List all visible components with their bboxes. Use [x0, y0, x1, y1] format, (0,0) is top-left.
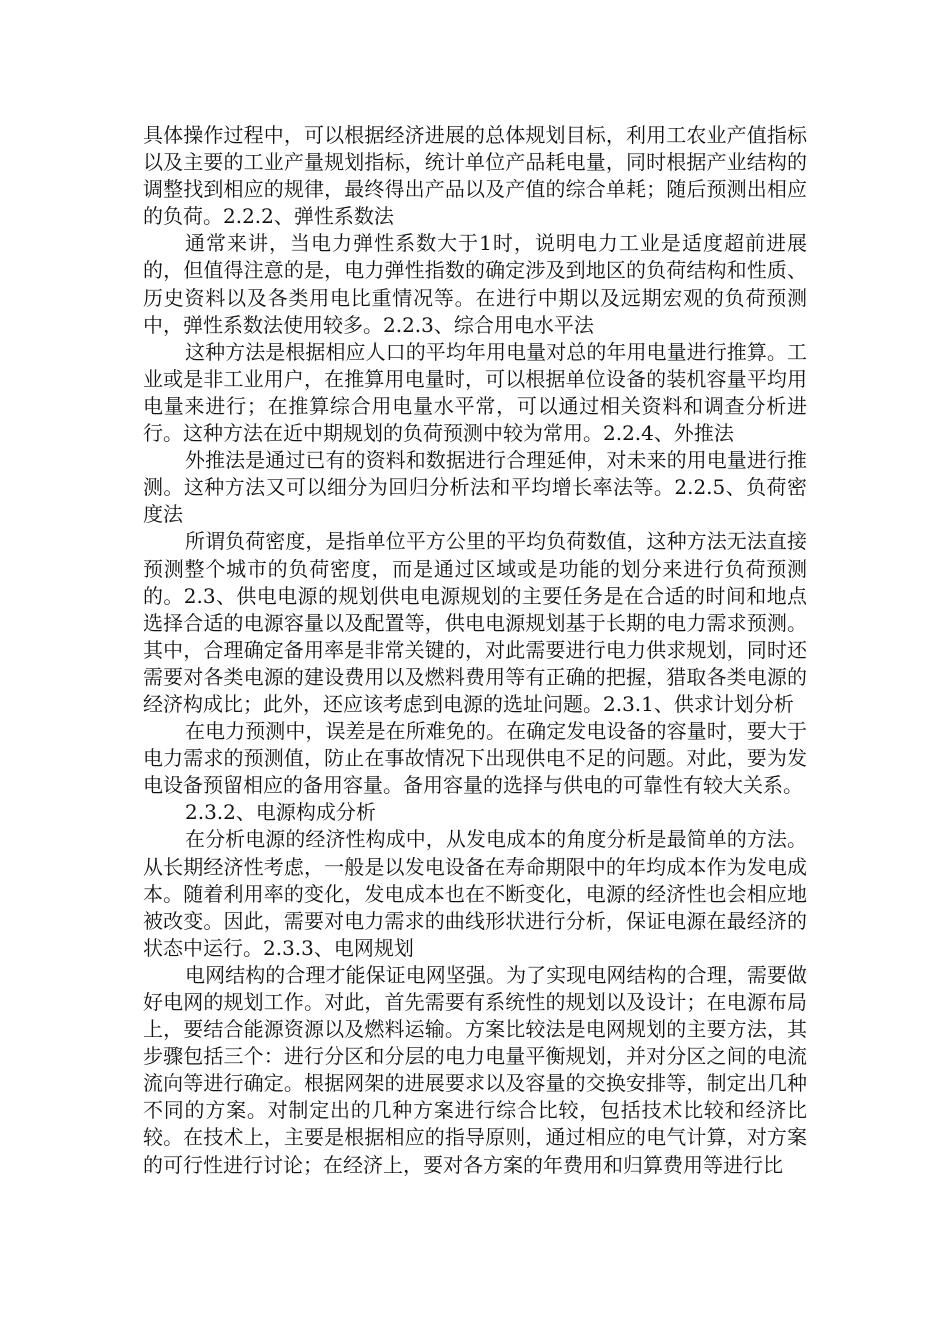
paragraph-9: 电网结构的合理才能保证电网坚强。为了实现电网结构的合理，需要做好电网的规划工作。对此，首先需要有系统性的规划以及设计；在电源布局上，要结合能源资源以及燃料运输。方案比较法是电网规划的主要方法，其步骤包括三个：进行分区和分层的电力电量平衡规划，并对分区之间的电流流向等进行确定。根据网架的进展要求以及容量的交换安排等，制定出几种不同的方案。对制定出的几种方案进行综合比较，包括技术比较和经济比较。在技术上，主要是根据相应的指导原则，通过相应的电气计算，对方案的可行性进行讨论；在经济上，要对各方案的年费用和归算费用等进行比	[143, 962, 807, 1177]
document-body	[143, 122, 807, 1179]
paragraph-5: 所谓负荷密度，是指单位平方公里的平均负荷数值，这种方法无法直接预测整个城市的负荷密度，而是通过区域或是功能的划分来进行负荷预测的。2.3、供电电源的规划供电电源规划的主要任务是在合适的时间和地点选择合适的电源容量以及配置等，供电电源规划基于长期的电力需求预测。其中，合理确定备用率是非常关键的，对此需要进行电力供求规划，同时还需要对各类电源的建设费用以及燃料费用等有正确的把握，猎取各类电源的经济构成比；此外，还应该考虑到电源的选址问题。2.3.1、供求计划分析	[143, 529, 807, 716]
paragraph-1: 具体操作过程中，可以根据经济进展的总体规划目标，利用工农业产值指标以及主要的工业产量规划指标，统计单位产品耗电量，同时根据产业结构的调整找到相应的规律，最终得出产品以及产值的综合单耗；随后预测出相应的负荷。2.2.2、弹性系数法	[143, 123, 807, 229]
paragraph-8: 在分析电源的经济性构成中，从发电成本的角度分析是最简单的方法。从长期经济性考虑，一般是以发电设备在寿命期限中的年均成本作为发电成本。随着利用率的变化，发电成本也在不断变化，电源的经济性也会相应地被改变。因此，需要对电力需求的曲线形状进行分析，保证电源在最经济的状态中运行。2.3.3、电网规划	[143, 827, 807, 960]
paragraph-6: 在电力预测中，误差是在所难免的。在确定发电设备的容量时，要大于电力需求的预测值，防止在事故情况下出现供电不足的问题。对此，要为发电设备预留相应的备用容量。备用容量的选择与供电的可靠性有较大关系。	[143, 719, 807, 798]
paragraph-3: 这种方法是根据相应人口的平均年用电量对总的年用电量进行推算。工业或是非工业用户，在推算用电量时，可以根据单位设备的装机容量平均用电量来进行；在推算综合用电量水平常，可以通过相关资料和调查分析进行。这种方法在近中期规划的负荷预测中较为常用。2.2.4、外推法	[143, 339, 807, 446]
paragraph-4: 外推法是通过已有的资料和数据进行合理延伸，对未来的用电量进行推测。这种方法又可以细分为回归分析法和平均增长率法等。2.2.5、负荷密度法	[143, 448, 807, 527]
paragraph-2: 通常来讲，当电力弹性系数大于1时，说明电力工业是适度超前进展的，但值得注意的是，电力弹性指数的确定涉及到地区的负荷结构和性质、历史资料以及各类用电比重情况等。在进行中期以及远期宏观的负荷预测中，弹性系数法使用较多。2.2.3、综合用电水平法	[143, 231, 807, 337]
section-heading-2-3-2: 2.3.2、电源构成分析	[185, 800, 376, 825]
